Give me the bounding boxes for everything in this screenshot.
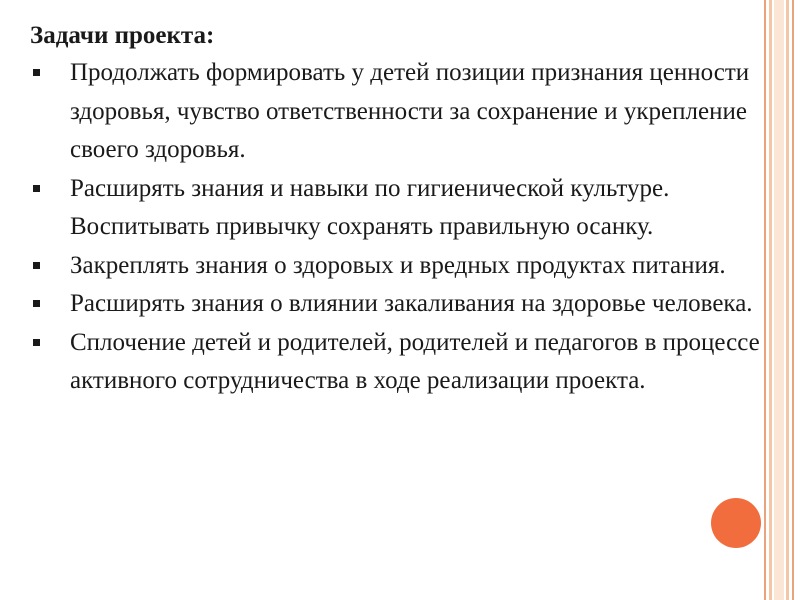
- task-list: [30, 54, 770, 401]
- slide-heading: Задачи проекта:: [30, 22, 215, 49]
- task-item: [30, 247, 770, 286]
- task-text: Расширять знания о влиянии закаливания на здоровье человека.: [70, 290, 753, 317]
- task-item: [30, 324, 770, 401]
- task-text: Расширять знания и навыки по гигиенической культуре. Воспитывать привычку сохранять правильную осанку.: [70, 174, 670, 240]
- task-text: Закреплять знания о здоровых и вредных продуктах питания.: [70, 251, 726, 279]
- task-text: Продолжать формировать у детей позиции признания ценности здоровья, чувство ответственности за сохранение и укрепление своего здоровья.: [70, 59, 750, 163]
- square-bullet-icon: [33, 262, 40, 269]
- square-bullet-icon: [33, 69, 40, 76]
- border-stripe: [774, 0, 784, 600]
- accent-circle: [711, 498, 761, 548]
- task-item: [30, 285, 770, 324]
- border-stripe: [792, 0, 794, 600]
- task-item: [30, 54, 770, 170]
- square-bullet-icon: [33, 339, 40, 346]
- square-bullet-icon: [33, 300, 40, 307]
- border-stripe: [786, 0, 789, 600]
- task-text: Сплочение детей и родителей, родителей и педагогов в процессе активного сотрудничества в ходе реализации проекта.: [70, 328, 760, 394]
- slide-content: [30, 18, 770, 401]
- square-bullet-icon: [33, 185, 40, 192]
- task-item: [30, 170, 770, 247]
